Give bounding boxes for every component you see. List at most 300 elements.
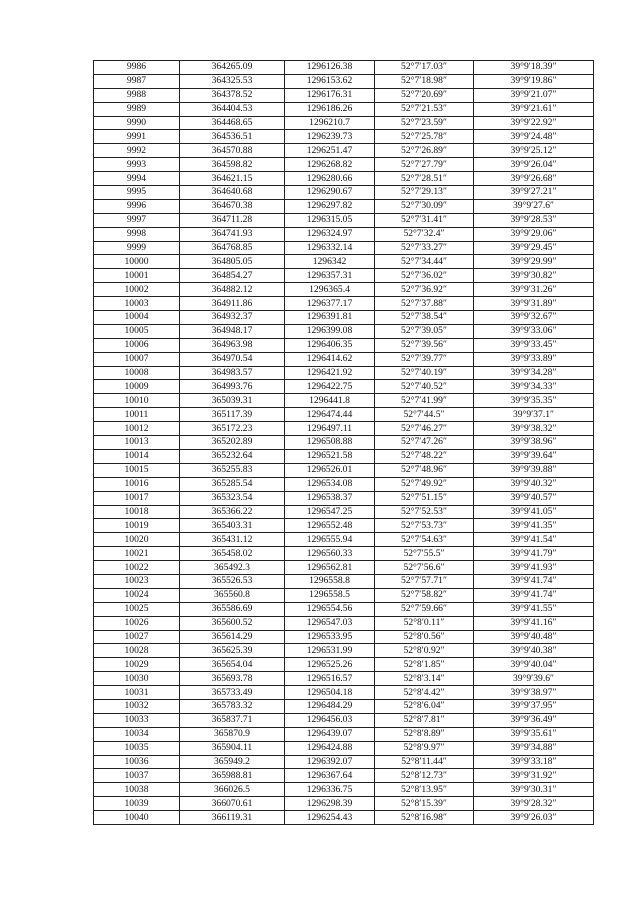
point-number-cell: 9996 xyxy=(94,199,180,213)
x-coordinate-cell: 364882.12 xyxy=(180,283,285,297)
x-coordinate-cell: 365039.31 xyxy=(180,394,285,408)
point-number-cell: 10031 xyxy=(94,686,180,700)
longitude-cell: 39°9′39.88″ xyxy=(474,463,594,477)
latitude-cell: 52°8′6.04″ xyxy=(375,699,474,713)
x-coordinate-cell: 365255.83 xyxy=(180,463,285,477)
latitude-cell: 52°7′33.27″ xyxy=(375,241,474,255)
latitude-cell: 52°7′18.98″ xyxy=(375,74,474,88)
point-number-cell: 10009 xyxy=(94,380,180,394)
table-row xyxy=(94,116,594,130)
latitude-cell: 52°7′32.4″ xyxy=(375,227,474,241)
latitude-cell: 52°7′48.22″ xyxy=(375,449,474,463)
y-coordinate-cell: 1296504.18 xyxy=(285,686,375,700)
x-coordinate-cell: 364670.38 xyxy=(180,199,285,213)
longitude-cell: 39°9′29.99″ xyxy=(474,255,594,269)
table-row xyxy=(94,699,594,713)
longitude-cell: 39°9′31.26″ xyxy=(474,283,594,297)
latitude-cell: 52°7′36.92″ xyxy=(375,283,474,297)
longitude-cell: 39°9′40.38″ xyxy=(474,644,594,658)
x-coordinate-cell: 364325.53 xyxy=(180,74,285,88)
point-number-cell: 10017 xyxy=(94,491,180,505)
longitude-cell: 39°9′37.1″ xyxy=(474,408,594,422)
table-row xyxy=(94,811,594,825)
table-row xyxy=(94,574,594,588)
y-coordinate-cell: 1296210.7 xyxy=(285,116,375,130)
table-row xyxy=(94,783,594,797)
longitude-cell: 39°9′38.96″ xyxy=(474,436,594,450)
y-coordinate-cell: 1296280.66 xyxy=(285,172,375,186)
latitude-cell: 52°7′31.41″ xyxy=(375,213,474,227)
latitude-cell: 52°8′9.97″ xyxy=(375,741,474,755)
y-coordinate-cell: 1296421.92 xyxy=(285,366,375,380)
y-coordinate-cell: 1296406.35 xyxy=(285,338,375,352)
y-coordinate-cell: 1296315.05 xyxy=(285,213,375,227)
table-row xyxy=(94,102,594,116)
x-coordinate-cell: 364983.57 xyxy=(180,366,285,380)
table-row xyxy=(94,422,594,436)
point-number-cell: 10004 xyxy=(94,311,180,325)
latitude-cell: 52°7′54.63″ xyxy=(375,533,474,547)
latitude-cell: 52°7′51.15″ xyxy=(375,491,474,505)
x-coordinate-cell: 365458.02 xyxy=(180,547,285,561)
latitude-cell: 52°7′27.79″ xyxy=(375,158,474,172)
longitude-cell: 39°9′33.89″ xyxy=(474,352,594,366)
y-coordinate-cell: 1296547.03 xyxy=(285,616,375,630)
longitude-cell: 39°9′41.55″ xyxy=(474,602,594,616)
longitude-cell: 39°9′34.28″ xyxy=(474,366,594,380)
y-coordinate-cell: 1296456.03 xyxy=(285,713,375,727)
x-coordinate-cell: 366070.61 xyxy=(180,797,285,811)
y-coordinate-cell: 1296555.94 xyxy=(285,533,375,547)
x-coordinate-cell: 365232.64 xyxy=(180,449,285,463)
latitude-cell: 52°7′57.71″ xyxy=(375,574,474,588)
longitude-cell: 39°9′27.6″ xyxy=(474,199,594,213)
table-row xyxy=(94,144,594,158)
table-row xyxy=(94,630,594,644)
table-row xyxy=(94,602,594,616)
y-coordinate-cell: 1296558.8 xyxy=(285,574,375,588)
y-coordinate-cell: 1296554.56 xyxy=(285,602,375,616)
x-coordinate-cell: 366119.31 xyxy=(180,811,285,825)
table-row xyxy=(94,311,594,325)
table-row xyxy=(94,213,594,227)
table-row xyxy=(94,797,594,811)
latitude-cell: 52°8′16.98″ xyxy=(375,811,474,825)
longitude-cell: 39°9′27.21″ xyxy=(474,186,594,200)
table-row xyxy=(94,88,594,102)
x-coordinate-cell: 365526.53 xyxy=(180,574,285,588)
x-coordinate-cell: 364963.98 xyxy=(180,338,285,352)
longitude-cell: 39°9′26.68″ xyxy=(474,172,594,186)
table-row xyxy=(94,686,594,700)
y-coordinate-cell: 1296526.01 xyxy=(285,463,375,477)
point-number-cell: 10027 xyxy=(94,630,180,644)
table-row xyxy=(94,463,594,477)
y-coordinate-cell: 1296441.8 xyxy=(285,394,375,408)
latitude-cell: 52°7′28.51″ xyxy=(375,172,474,186)
longitude-cell: 39°9′25.12″ xyxy=(474,144,594,158)
point-number-cell: 10000 xyxy=(94,255,180,269)
latitude-cell: 52°7′21.53″ xyxy=(375,102,474,116)
point-number-cell: 10011 xyxy=(94,408,180,422)
latitude-cell: 52°7′36.02″ xyxy=(375,269,474,283)
latitude-cell: 52°8′0.92″ xyxy=(375,644,474,658)
point-number-cell: 10014 xyxy=(94,449,180,463)
y-coordinate-cell: 1296560.33 xyxy=(285,547,375,561)
latitude-cell: 52°7′26.89″ xyxy=(375,144,474,158)
point-number-cell: 10003 xyxy=(94,297,180,311)
latitude-cell: 52°7′39.77″ xyxy=(375,352,474,366)
point-number-cell: 9990 xyxy=(94,116,180,130)
point-number-cell: 10002 xyxy=(94,283,180,297)
latitude-cell: 52°7′39.05″ xyxy=(375,324,474,338)
latitude-cell: 52°8′15.39″ xyxy=(375,797,474,811)
longitude-cell: 39°9′26.03″ xyxy=(474,811,594,825)
latitude-cell: 52°7′20.69″ xyxy=(375,88,474,102)
longitude-cell: 39°9′38.97″ xyxy=(474,686,594,700)
x-coordinate-cell: 365366.22 xyxy=(180,505,285,519)
x-coordinate-cell: 365431.12 xyxy=(180,533,285,547)
longitude-cell: 39°9′29.06″ xyxy=(474,227,594,241)
x-coordinate-cell: 365285.54 xyxy=(180,477,285,491)
latitude-cell: 52°7′52.53″ xyxy=(375,505,474,519)
latitude-cell: 52°8′13.95″ xyxy=(375,783,474,797)
table-row xyxy=(94,366,594,380)
point-number-cell: 9995 xyxy=(94,186,180,200)
table-row xyxy=(94,672,594,686)
y-coordinate-cell: 1296552.48 xyxy=(285,519,375,533)
point-number-cell: 9992 xyxy=(94,144,180,158)
longitude-cell: 39°9′21.07″ xyxy=(474,88,594,102)
y-coordinate-cell: 1296391.81 xyxy=(285,311,375,325)
y-coordinate-cell: 1296516.57 xyxy=(285,672,375,686)
x-coordinate-cell: 365625.39 xyxy=(180,644,285,658)
point-number-cell: 10040 xyxy=(94,811,180,825)
table-row xyxy=(94,283,594,297)
point-number-cell: 10010 xyxy=(94,394,180,408)
point-number-cell: 10007 xyxy=(94,352,180,366)
latitude-cell: 52°8′11.44″ xyxy=(375,755,474,769)
point-number-cell: 10012 xyxy=(94,422,180,436)
table-row xyxy=(94,269,594,283)
point-number-cell: 10016 xyxy=(94,477,180,491)
table-row xyxy=(94,658,594,672)
x-coordinate-cell: 364378.52 xyxy=(180,88,285,102)
table-row xyxy=(94,644,594,658)
x-coordinate-cell: 364768.85 xyxy=(180,241,285,255)
y-coordinate-cell: 1296531.99 xyxy=(285,644,375,658)
longitude-cell: 39°9′30.82″ xyxy=(474,269,594,283)
point-number-cell: 9988 xyxy=(94,88,180,102)
point-number-cell: 9999 xyxy=(94,241,180,255)
y-coordinate-cell: 1296562.81 xyxy=(285,561,375,575)
latitude-cell: 52°7′38.54″ xyxy=(375,311,474,325)
longitude-cell: 39°9′36.49″ xyxy=(474,713,594,727)
longitude-cell: 39°9′24.48″ xyxy=(474,130,594,144)
point-number-cell: 10021 xyxy=(94,547,180,561)
x-coordinate-cell: 365560.8 xyxy=(180,588,285,602)
table-row xyxy=(94,616,594,630)
longitude-cell: 39°9′41.54″ xyxy=(474,533,594,547)
longitude-cell: 39°9′19.86″ xyxy=(474,74,594,88)
point-number-cell: 9986 xyxy=(94,61,180,75)
longitude-cell: 39°9′41.93″ xyxy=(474,561,594,575)
table-row xyxy=(94,533,594,547)
latitude-cell: 52°8′1.85″ xyxy=(375,658,474,672)
point-number-cell: 10035 xyxy=(94,741,180,755)
y-coordinate-cell: 1296332.14 xyxy=(285,241,375,255)
latitude-cell: 52°8′4.42″ xyxy=(375,686,474,700)
y-coordinate-cell: 1296153.62 xyxy=(285,74,375,88)
latitude-cell: 52°7′55.5″ xyxy=(375,547,474,561)
table-row xyxy=(94,227,594,241)
x-coordinate-cell: 365783.32 xyxy=(180,699,285,713)
x-coordinate-cell: 364621.15 xyxy=(180,172,285,186)
latitude-cell: 52°7′46.27″ xyxy=(375,422,474,436)
x-coordinate-cell: 364711.28 xyxy=(180,213,285,227)
longitude-cell: 39°9′40.48″ xyxy=(474,630,594,644)
table-row xyxy=(94,172,594,186)
y-coordinate-cell: 1296484.29 xyxy=(285,699,375,713)
x-coordinate-cell: 364265.09 xyxy=(180,61,285,75)
longitude-cell: 39°9′34.33″ xyxy=(474,380,594,394)
longitude-cell: 39°9′39.64″ xyxy=(474,449,594,463)
point-number-cell: 10025 xyxy=(94,602,180,616)
y-coordinate-cell: 1296251.47 xyxy=(285,144,375,158)
longitude-cell: 39°9′40.32″ xyxy=(474,477,594,491)
y-coordinate-cell: 1296126.38 xyxy=(285,61,375,75)
latitude-cell: 52°7′23.59″ xyxy=(375,116,474,130)
point-number-cell: 10023 xyxy=(94,574,180,588)
x-coordinate-cell: 365904.11 xyxy=(180,741,285,755)
x-coordinate-cell: 364970.54 xyxy=(180,352,285,366)
y-coordinate-cell: 1296508.88 xyxy=(285,436,375,450)
x-coordinate-cell: 364948.17 xyxy=(180,324,285,338)
y-coordinate-cell: 1296336.75 xyxy=(285,783,375,797)
y-coordinate-cell: 1296399.08 xyxy=(285,324,375,338)
latitude-cell: 52°7′34.44″ xyxy=(375,255,474,269)
point-number-cell: 10038 xyxy=(94,783,180,797)
y-coordinate-cell: 1296474.44 xyxy=(285,408,375,422)
x-coordinate-cell: 366026.5 xyxy=(180,783,285,797)
point-number-cell: 9989 xyxy=(94,102,180,116)
x-coordinate-cell: 364404.53 xyxy=(180,102,285,116)
point-number-cell: 10020 xyxy=(94,533,180,547)
y-coordinate-cell: 1296422.75 xyxy=(285,380,375,394)
x-coordinate-cell: 364640.68 xyxy=(180,186,285,200)
point-number-cell: 9994 xyxy=(94,172,180,186)
longitude-cell: 39°9′41.35″ xyxy=(474,519,594,533)
y-coordinate-cell: 1296558.5 xyxy=(285,588,375,602)
table-row xyxy=(94,561,594,575)
longitude-cell: 39°9′21.61″ xyxy=(474,102,594,116)
table-row xyxy=(94,130,594,144)
latitude-cell: 52°7′25.78″ xyxy=(375,130,474,144)
longitude-cell: 39°9′31.92″ xyxy=(474,769,594,783)
latitude-cell: 52°7′49.92″ xyxy=(375,477,474,491)
point-number-cell: 10026 xyxy=(94,616,180,630)
latitude-cell: 52°7′37.88″ xyxy=(375,297,474,311)
table-row xyxy=(94,741,594,755)
point-number-cell: 10028 xyxy=(94,644,180,658)
latitude-cell: 52°7′59.66″ xyxy=(375,602,474,616)
x-coordinate-cell: 365614.29 xyxy=(180,630,285,644)
latitude-cell: 52°7′40.52″ xyxy=(375,380,474,394)
longitude-cell: 39°9′33.45″ xyxy=(474,338,594,352)
point-number-cell: 9993 xyxy=(94,158,180,172)
point-number-cell: 10039 xyxy=(94,797,180,811)
table-row xyxy=(94,547,594,561)
point-number-cell: 10033 xyxy=(94,713,180,727)
table-row xyxy=(94,352,594,366)
point-number-cell: 10013 xyxy=(94,436,180,450)
y-coordinate-cell: 1296290.67 xyxy=(285,186,375,200)
y-coordinate-cell: 1296424.88 xyxy=(285,741,375,755)
point-number-cell: 10015 xyxy=(94,463,180,477)
y-coordinate-cell: 1296357.31 xyxy=(285,269,375,283)
x-coordinate-cell: 364854.27 xyxy=(180,269,285,283)
x-coordinate-cell: 365837.71 xyxy=(180,713,285,727)
longitude-cell: 39°9′31.89″ xyxy=(474,297,594,311)
table-row xyxy=(94,158,594,172)
y-coordinate-cell: 1296365.4 xyxy=(285,283,375,297)
point-number-cell: 10019 xyxy=(94,519,180,533)
y-coordinate-cell: 1296176.31 xyxy=(285,88,375,102)
table-row xyxy=(94,61,594,75)
point-number-cell: 10001 xyxy=(94,269,180,283)
longitude-cell: 39°9′35.61″ xyxy=(474,727,594,741)
y-coordinate-cell: 1296533.95 xyxy=(285,630,375,644)
table-row xyxy=(94,588,594,602)
table-row xyxy=(94,297,594,311)
longitude-cell: 39°9′41.16″ xyxy=(474,616,594,630)
x-coordinate-cell: 364911.86 xyxy=(180,297,285,311)
point-number-cell: 10024 xyxy=(94,588,180,602)
y-coordinate-cell: 1296297.82 xyxy=(285,199,375,213)
longitude-cell: 39°9′41.05″ xyxy=(474,505,594,519)
x-coordinate-cell: 364598.82 xyxy=(180,158,285,172)
longitude-cell: 39°9′22.92″ xyxy=(474,116,594,130)
x-coordinate-cell: 365202.89 xyxy=(180,436,285,450)
y-coordinate-cell: 1296538.37 xyxy=(285,491,375,505)
point-number-cell: 10005 xyxy=(94,324,180,338)
latitude-cell: 52°8′7.81″ xyxy=(375,713,474,727)
x-coordinate-cell: 365117.39 xyxy=(180,408,285,422)
point-number-cell: 10029 xyxy=(94,658,180,672)
table-row xyxy=(94,477,594,491)
table-row xyxy=(94,394,594,408)
x-coordinate-cell: 365600.52 xyxy=(180,616,285,630)
y-coordinate-cell: 1296254.43 xyxy=(285,811,375,825)
point-number-cell: 10037 xyxy=(94,769,180,783)
y-coordinate-cell: 1296324.97 xyxy=(285,227,375,241)
y-coordinate-cell: 1296547.25 xyxy=(285,505,375,519)
y-coordinate-cell: 1296268.82 xyxy=(285,158,375,172)
table-row xyxy=(94,755,594,769)
longitude-cell: 39°9′28.53″ xyxy=(474,213,594,227)
table-row xyxy=(94,380,594,394)
point-number-cell: 9991 xyxy=(94,130,180,144)
y-coordinate-cell: 1296367.64 xyxy=(285,769,375,783)
latitude-cell: 52°7′53.73″ xyxy=(375,519,474,533)
latitude-cell: 52°8′0.56″ xyxy=(375,630,474,644)
table-row xyxy=(94,449,594,463)
table-row xyxy=(94,491,594,505)
x-coordinate-cell: 365693.78 xyxy=(180,672,285,686)
longitude-cell: 39°9′41.74″ xyxy=(474,588,594,602)
x-coordinate-cell: 365988.81 xyxy=(180,769,285,783)
longitude-cell: 39°9′30.31″ xyxy=(474,783,594,797)
longitude-cell: 39°9′39.6″ xyxy=(474,672,594,686)
x-coordinate-cell: 364536.51 xyxy=(180,130,285,144)
point-number-cell: 9987 xyxy=(94,74,180,88)
latitude-cell: 52°8′3.14″ xyxy=(375,672,474,686)
x-coordinate-cell: 364805.05 xyxy=(180,255,285,269)
x-coordinate-cell: 365870.9 xyxy=(180,727,285,741)
x-coordinate-cell: 364570.88 xyxy=(180,144,285,158)
point-number-cell: 10018 xyxy=(94,505,180,519)
latitude-cell: 52°7′40.19″ xyxy=(375,366,474,380)
longitude-cell: 39°9′40.57″ xyxy=(474,491,594,505)
x-coordinate-cell: 364993.76 xyxy=(180,380,285,394)
latitude-cell: 52°8′12.73″ xyxy=(375,769,474,783)
point-number-cell: 10036 xyxy=(94,755,180,769)
x-coordinate-cell: 365733.49 xyxy=(180,686,285,700)
point-number-cell: 10030 xyxy=(94,672,180,686)
x-coordinate-cell: 365172.23 xyxy=(180,422,285,436)
coordinates-table xyxy=(93,60,594,825)
table-row xyxy=(94,74,594,88)
table-row xyxy=(94,408,594,422)
latitude-cell: 52°7′17.03″ xyxy=(375,61,474,75)
point-number-cell: 10022 xyxy=(94,561,180,575)
table-row xyxy=(94,505,594,519)
point-number-cell: 10008 xyxy=(94,366,180,380)
latitude-cell: 52°7′29.13″ xyxy=(375,186,474,200)
longitude-cell: 39°9′33.06″ xyxy=(474,324,594,338)
point-number-cell: 9998 xyxy=(94,227,180,241)
y-coordinate-cell: 1296377.17 xyxy=(285,297,375,311)
longitude-cell: 39°9′32.67″ xyxy=(474,311,594,325)
point-number-cell: 10006 xyxy=(94,338,180,352)
table-row xyxy=(94,769,594,783)
coordinates-table-body xyxy=(94,61,594,825)
table-row xyxy=(94,324,594,338)
y-coordinate-cell: 1296534.08 xyxy=(285,477,375,491)
table-row xyxy=(94,436,594,450)
latitude-cell: 52°8′8.89″ xyxy=(375,727,474,741)
longitude-cell: 39°9′34.88″ xyxy=(474,741,594,755)
longitude-cell: 39°9′41.74″ xyxy=(474,574,594,588)
longitude-cell: 39°9′40.04″ xyxy=(474,658,594,672)
latitude-cell: 52°7′44.5″ xyxy=(375,408,474,422)
latitude-cell: 52°7′58.82″ xyxy=(375,588,474,602)
table-row xyxy=(94,713,594,727)
y-coordinate-cell: 1296525.26 xyxy=(285,658,375,672)
y-coordinate-cell: 1296414.62 xyxy=(285,352,375,366)
latitude-cell: 52°7′48.96″ xyxy=(375,463,474,477)
y-coordinate-cell: 1296392.07 xyxy=(285,755,375,769)
y-coordinate-cell: 1296497.11 xyxy=(285,422,375,436)
y-coordinate-cell: 1296298.39 xyxy=(285,797,375,811)
table-row xyxy=(94,338,594,352)
x-coordinate-cell: 365949.2 xyxy=(180,755,285,769)
table-row xyxy=(94,519,594,533)
latitude-cell: 52°7′39.56″ xyxy=(375,338,474,352)
x-coordinate-cell: 365586.69 xyxy=(180,602,285,616)
y-coordinate-cell: 1296186.26 xyxy=(285,102,375,116)
latitude-cell: 52°7′56.6″ xyxy=(375,561,474,575)
